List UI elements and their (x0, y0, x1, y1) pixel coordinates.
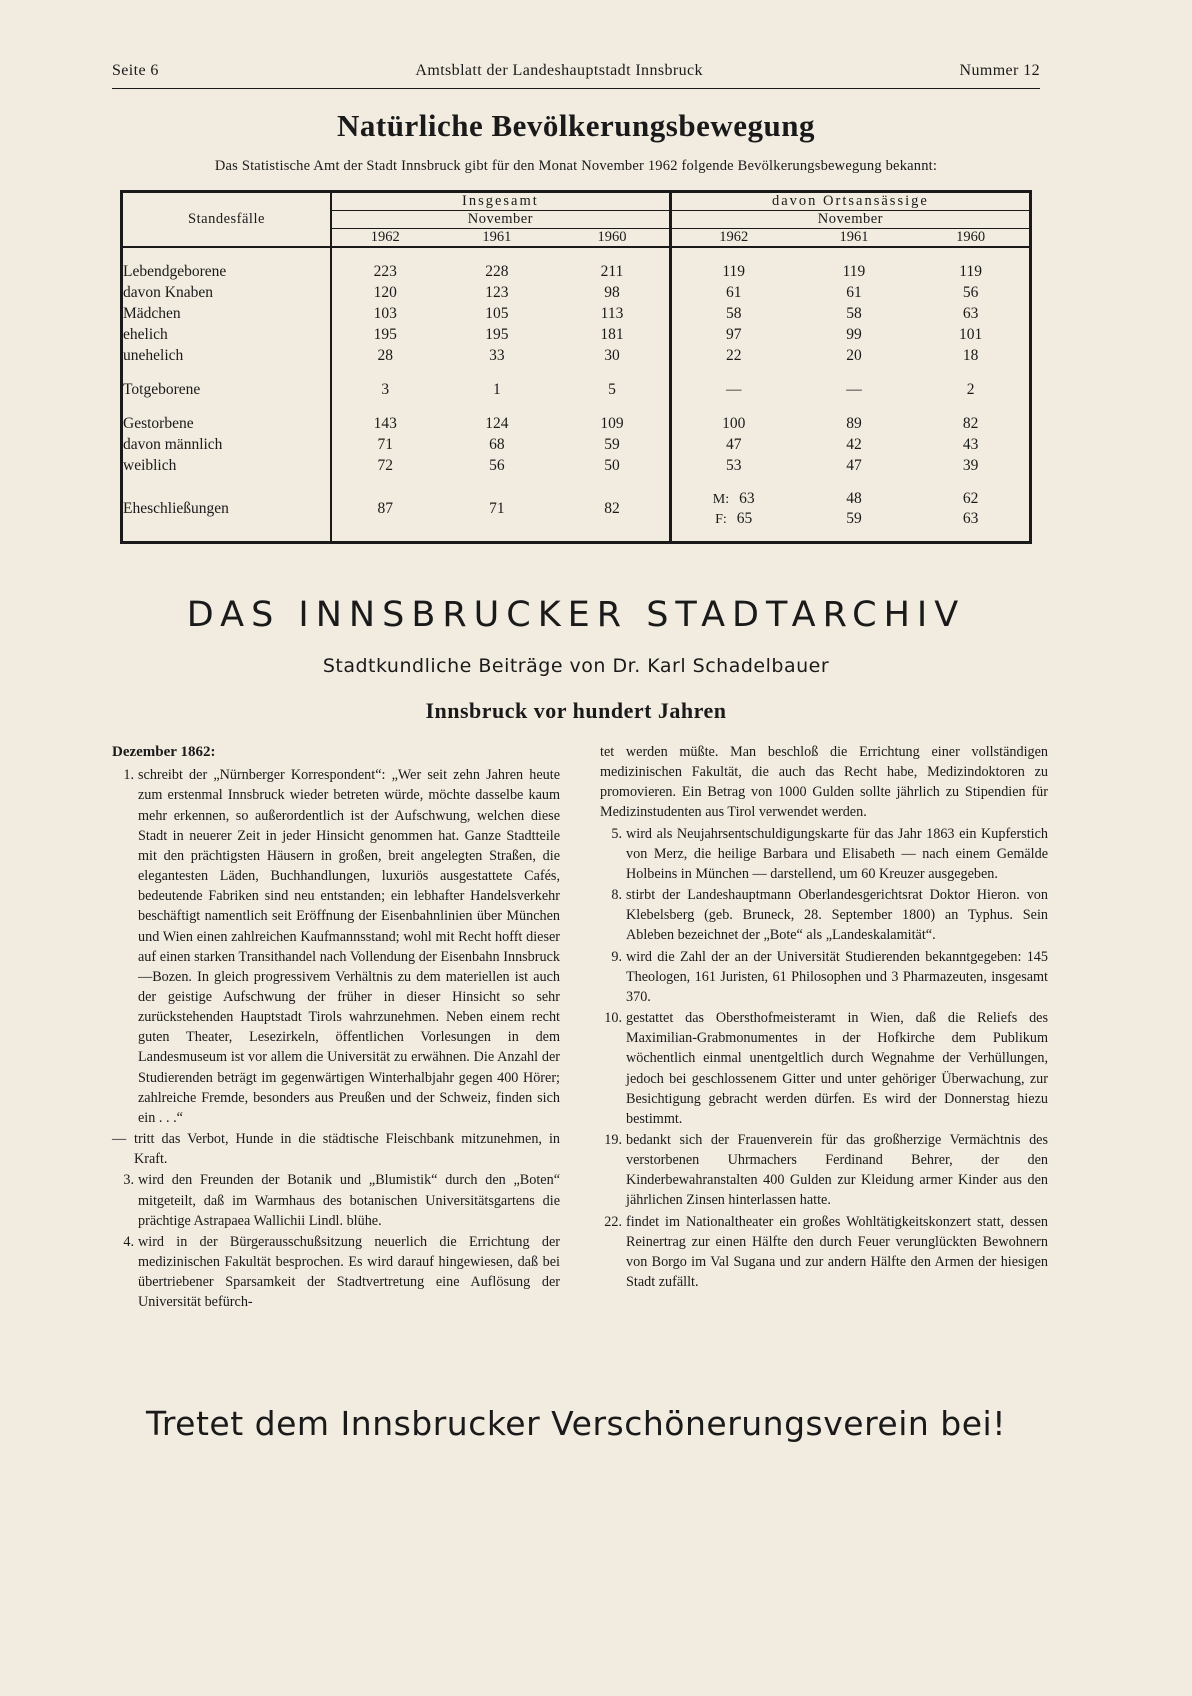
list-item-text: wird in der Bürgerausschußsitzung neuerlich die Errichtung der medizinischen Fakultät besprochen. Es wird darauf hingewiesen, daß bei übertriebener Sparsamkeit der Stadtvertretung eine Auflösung der Universität befürch- (138, 1233, 560, 1311)
list-item (600, 1130, 1048, 1211)
table-row (123, 282, 1029, 303)
cell: 56 (489, 456, 505, 474)
issue-number-right: Nummer 12 (959, 62, 1040, 79)
cell: 63 (962, 304, 979, 322)
table-row-marriages (123, 489, 1029, 528)
list-item-text: schreibt der „Nürnberger Korrespondent“: „Wer seit zehn Jahren heute zum erstenmal Innsbruck wieder betreten würde, möchte dasselbe kaum mehr erkennen, so außerordentlich ist der Aufschwung, welchen diese Stadt in neuerer Zeit in jeder Hinsicht genommen hat. Ganze Stadtteile mit den prächtigsten Häusern in großen, breit angelegten Straßen, die elegantesten Läden, Buchhandlungen, luxuriös ausgestattete Cafés, bedeutende Fabriken sind neu entstanden; ein lebhafter Handelsverkehr beschäftigt namentlich seit Eröffnung der Eisenbahnlinien über München und Wien einen zahlreichen Kaufmannsstand; wohl mit Recht hofft dieser auf einen starken Transithandel nach Vollendung der Eisenbahn Innsbruck—Bozen. In gleich progressivem Verhältnis zu dem materiellen ist auch der geistige Aufschwung der früher in dieser Hinsicht so sehr zurückstehenden Hauptstadt Tirols wahrzunehmen. Neben einem recht guten Theater, Lesezirkeln, öffentlichen Vorlesungen in dem Landesmuseum ist vor allem die Universität zu erwähnen. Die Anzahl der Studierenden beträgt im gegenwärtigen Winterhalbjahr gegen 400 Hörer; zahlreiche Fremde, besonders aus Preußen und der Schweiz, finden sich ein . . .“ (138, 767, 560, 1126)
footer-slogan: Tretet dem Innsbrucker Verschönerungsverein bei! (146, 1404, 1006, 1443)
list-item-number: 10. (604, 1010, 622, 1027)
cell-marriages-residents-1960 (912, 489, 1029, 528)
list-item-text: wird den Freunden der Botanik und „Blumistik“ durch den „Boten“ mitgeteilt, daß im Warmhaus des botanischen Universitätsgartens die prächtige Astrapaea Wallichii Lindl. blühe. (138, 1172, 560, 1229)
group-month-total: November (331, 211, 670, 229)
cell: 56 (962, 283, 979, 301)
cell: 42 (846, 435, 862, 453)
statistics-table-box (120, 190, 1032, 544)
list-item-text: tet werden müßte. Man beschloß die Errichtung einer vollständigen medizinischen Fakultät, die auch das Recht habe, Medizindoktoren zu promovieren. Ein Betrag von 1000 Gulden sollte jährlich zu Stipendien für Medizinstudenten aus Tirol verwendet werden. (600, 744, 1048, 821)
list-item (600, 742, 1048, 823)
list-item-number: 1. (123, 767, 134, 784)
cell: 119 (670, 261, 795, 282)
cell: 82 (604, 499, 620, 517)
list-item (600, 824, 1048, 884)
cell: 195 (485, 325, 509, 343)
table-row (123, 324, 1029, 345)
row-label: ehelich (123, 325, 168, 343)
cell: 28 (331, 345, 439, 366)
list-item-text: gestattet das Obersthofmeisteramt in Wien, daß die Reliefs des Maximilian-Grabmonumentes in der Hofkirche dem Publikum wöchentlich einmal unentgeltlich durch Wegnahme der Verhüllungen, jedoch bei geschlossenem Gitter und unter gehöriger Überwachung, zur Besichtigung gebracht werden dürfen. Es wird der Donnerstag hiezu bestimmt. (626, 1010, 1048, 1127)
table-header-row-groups (123, 193, 1029, 211)
list-item-number: 8. (611, 887, 622, 904)
group-month-residents: November (670, 211, 1029, 229)
cell: 58 (846, 304, 862, 322)
marriage-male-label: M: (712, 492, 730, 507)
cell: 47 (846, 456, 862, 474)
list-item-number: 5. (611, 825, 622, 842)
cell: 59 (846, 509, 862, 527)
cell: 99 (846, 325, 862, 343)
cell: 63 (962, 509, 979, 527)
row-label: davon männlich (123, 435, 223, 453)
list-item (600, 885, 1048, 945)
archive-section-title: DAS INNSBRUCKER STADTARCHIV (186, 595, 966, 635)
cell: 119 (842, 262, 866, 280)
list-item (112, 1232, 560, 1313)
cell: 124 (485, 414, 509, 432)
table-corner-label: Standesfälle (188, 211, 265, 227)
row-label: weiblich (123, 456, 177, 474)
cell-marriages-residents-1961 (796, 489, 913, 528)
list-item-number: — (112, 1131, 127, 1148)
page-subtitle: Das Statistische Amt der Stadt Innsbruck gibt für den Monat November 1962 folgende Bevölkerungsbewegung bekannt: (214, 158, 938, 174)
cell: 123 (485, 283, 509, 301)
row-label: unehelich (123, 346, 184, 364)
cell: 62 (962, 490, 979, 508)
table-spacer-row (123, 366, 1029, 379)
cell: 18 (962, 346, 979, 364)
cell: 43 (962, 435, 979, 453)
list-item-number: 4. (123, 1233, 134, 1250)
cell: — (846, 380, 862, 398)
year-header-1: 1961 (482, 229, 512, 245)
cell: 109 (600, 414, 624, 432)
article-column-right (600, 742, 1048, 1293)
row-label: Lebendgeborene (123, 262, 227, 280)
cell: 1 (492, 380, 501, 398)
cell: 53 (670, 455, 795, 476)
publication-title: Amtsblatt der Landeshauptstadt Innsbruck (415, 62, 703, 79)
year-header-3: 1962 (670, 229, 795, 247)
cell: — (670, 379, 795, 400)
cell: 143 (331, 413, 439, 434)
list-item-text: findet im Nationaltheater ein großes Wohltätigkeitskonzert statt, dessen Reinertrag zur einen Hälfte den durch Feuer verunglückten Bewohnern von Borgo im Val Sugana und zur andern Hälfte den Armen der hiesigen Stadt zufällt. (626, 1213, 1048, 1291)
list-item-text: wird als Neujahrsentschuldigungskarte für das Jahr 1863 ein Kupferstich von Merz, die heilige Barbara und Elisabeth — nach einem Gemälde Holbeins in München — darstellend, um 60 Kreuzer ausgegeben. (626, 825, 1048, 882)
cell: 98 (604, 283, 620, 301)
marriage-female-label: F: (715, 511, 727, 527)
list-item (600, 1008, 1048, 1129)
list-item (600, 947, 1048, 1007)
cell-marriages-residents-1962 (670, 489, 795, 528)
cell: 105 (485, 304, 509, 322)
cell: 87 (331, 489, 439, 528)
header-rule (112, 88, 1040, 89)
cell: 82 (962, 414, 979, 432)
list-item-number: 22. (604, 1213, 622, 1230)
table-spacer-row (123, 476, 1029, 489)
cell: 50 (604, 456, 620, 474)
page-title: Natürliche Bevölkerungsbewegung (337, 108, 815, 143)
cell: 68 (489, 435, 505, 453)
list-item (600, 1212, 1048, 1293)
row-label: Mädchen (123, 304, 181, 322)
row-label: Totgeborene (123, 380, 201, 398)
cell: 103 (331, 303, 439, 324)
list-item-number: 19. (604, 1131, 622, 1148)
year-header-0: 1962 (331, 229, 439, 247)
list-item-text: stirbt der Landeshauptmann Oberlandesgerichtsrat Doktor Hieron. von Klebelsberg (geb. Bruneck, 28. September 1800) an Typhus. Sein Ableben bezeichnet der „Bote“ als „Landeskalamität“. (626, 887, 1048, 944)
row-label: Gestorbene (123, 414, 194, 432)
cell: 97 (670, 324, 795, 345)
cell: 228 (485, 262, 509, 280)
article-column-left (112, 742, 560, 1314)
cell: 195 (331, 324, 439, 345)
table-row (123, 413, 1029, 434)
year-header-4: 1961 (839, 229, 869, 245)
running-head (112, 62, 1040, 80)
table-spacer-row (123, 528, 1029, 541)
list-item (112, 1170, 560, 1230)
cell: 113 (600, 304, 624, 322)
cell: 47 (670, 434, 795, 455)
cell: 30 (604, 346, 620, 364)
year-header-2: 1960 (597, 229, 627, 245)
cell: 58 (670, 303, 795, 324)
cell: 72 (331, 455, 439, 476)
table-row (123, 345, 1029, 366)
cell: 20 (846, 346, 862, 364)
cell: 48 (846, 490, 862, 508)
group-header-residents: davon Ortsansässige (670, 193, 1029, 211)
cell: 71 (489, 499, 505, 517)
cell: 119 (959, 262, 982, 280)
cell: 3 (331, 379, 439, 400)
archive-section-byline: Stadtkundliche Beiträge von Dr. Karl Schadelbauer (322, 655, 830, 677)
table-row (123, 261, 1029, 282)
list-item (112, 765, 560, 1128)
cell: 100 (670, 413, 795, 434)
cell: 59 (604, 435, 620, 453)
row-label: davon Knaben (123, 283, 213, 301)
table-spacer-row (123, 400, 1029, 413)
cell: 61 (670, 282, 795, 303)
year-header-5: 1960 (956, 229, 986, 245)
group-header-total: Insgesamt (331, 193, 670, 211)
table-row (123, 455, 1029, 476)
list-item-number: 3. (123, 1172, 134, 1189)
list-item-text: wird die Zahl der an der Universität Studierenden bekanntgegeben: 145 Theologen, 161 Juristen, 61 Philosophen und 3 Pharmazeuten, insgesamt 370. (626, 948, 1048, 1005)
cell: 89 (846, 414, 862, 432)
cell: 101 (959, 325, 983, 343)
table-spacer-row (123, 247, 1029, 261)
list-item-text: bedankt sich der Frauenverein für das großherzige Vermächtnis des verstorbenen Uhrmachers Ferdinand Behrer, der den Kinderbewahranstalten 400 Gulden zur Kleidung armer Kinder aus den jährlichen Zinsen hinterlassen hatte. (626, 1131, 1048, 1209)
cell: 5 (608, 380, 616, 398)
cell: 211 (600, 262, 624, 280)
statistics-table (123, 193, 1029, 541)
page-number-left: Seite 6 (112, 62, 159, 79)
cell: 120 (331, 282, 439, 303)
table-row (123, 434, 1029, 455)
row-label: Eheschließungen (123, 499, 229, 517)
cell: 39 (962, 456, 979, 474)
cell: 33 (489, 346, 505, 364)
article-date-heading: Dezember 1862: (112, 744, 216, 760)
list-item (112, 1129, 560, 1169)
cell: 181 (600, 325, 624, 343)
cell: 63 (739, 490, 755, 507)
table-row (123, 303, 1029, 324)
cell: 71 (331, 434, 439, 455)
list-item-text: tritt das Verbot, Hunde in die städtische Fleischbank mitzunehmen, in Kraft. (134, 1131, 560, 1168)
archive-article-title: Innsbruck vor hundert Jahren (425, 698, 727, 723)
list-item-number: 9. (611, 948, 622, 965)
cell: 61 (846, 283, 862, 301)
cell: 2 (966, 380, 975, 398)
cell: 22 (670, 345, 795, 366)
cell: 65 (736, 509, 753, 527)
cell: 223 (331, 261, 439, 282)
table-row (123, 379, 1029, 400)
